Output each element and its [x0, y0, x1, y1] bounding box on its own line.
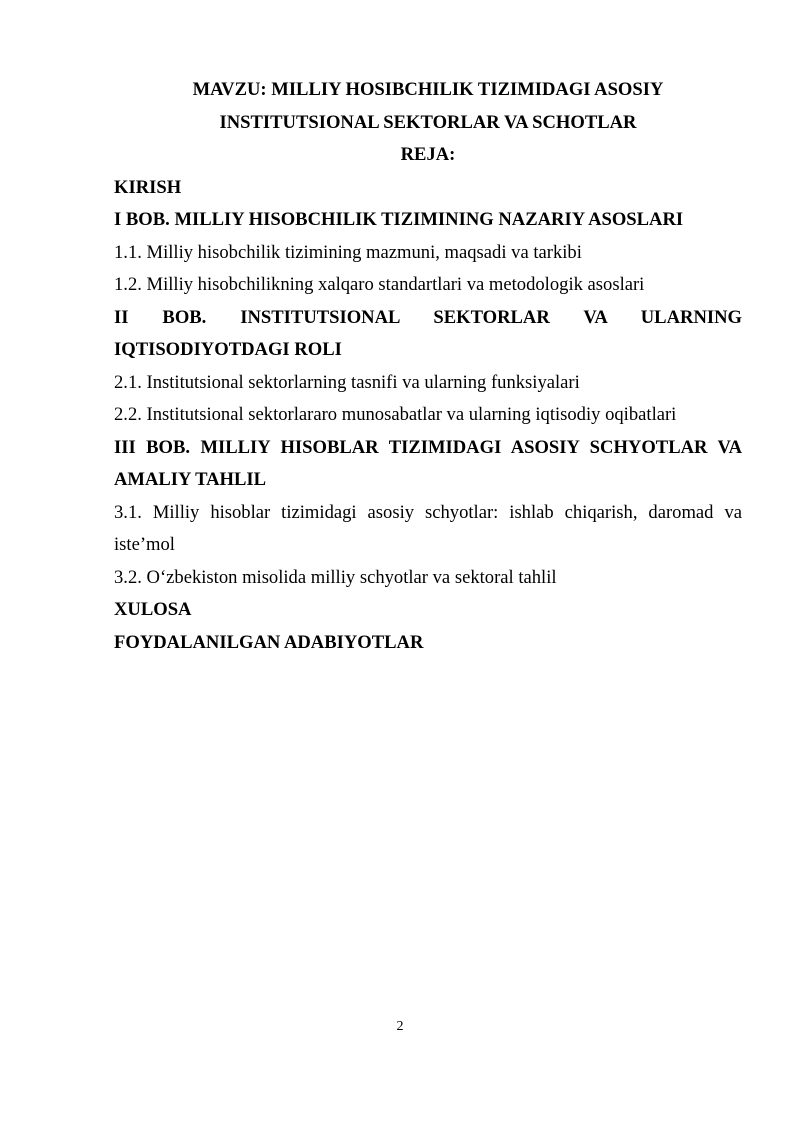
references-heading: FOYDALANILGAN ADABIYOTLAR: [114, 631, 424, 653]
chapter-3-title-line-2: AMALIY TAHLIL: [114, 469, 267, 490]
section-2-1: 2.1. Institutsional sektorlarning tasnifi va ularning funksiyalari: [114, 371, 580, 393]
section-1-1: 1.1. Milliy hisobchilik tizimining mazmuni, maqsadi va tarkibi: [114, 241, 582, 263]
section-3-1-line-1: 3.1. Milliy hisoblar tizimidagi asosiy schyotlar: ishlab chiqarish, daromad va: [114, 501, 742, 523]
page-number: 2: [396, 1019, 404, 1034]
intro-heading: KIRISH: [114, 176, 182, 198]
section-2-2: 2.2. Institutsional sektorlararo munosabatlar va ularning iqtisodiy oqibatlari: [114, 404, 677, 425]
chapter-3-title-line-1: III BOB. MILLIY HISOBLAR TIZIMIDAGI ASOSIY SCHYOTLAR VA: [114, 436, 742, 458]
conclusion-heading: XULOSA: [114, 599, 192, 620]
chapter-2-title-line-1: II BOB. INSTITUTSIONAL SEKTORLAR VA ULARNING: [114, 306, 742, 328]
section-3-1-line-2: iste’mol: [114, 534, 175, 555]
chapter-1-title: I BOB. MILLIY HISOBCHILIK TIZIMINING NAZARIY ASOSLARI: [114, 209, 684, 230]
document-title-line-1: MAVZU: MILLIY HOSIBCHILIK TIZIMIDAGI ASOSIY: [192, 79, 664, 100]
table-of-contents: [114, 74, 742, 659]
section-1-2: 1.2. Milliy hisobchilikning xalqaro standartlari va metodologik asoslari: [114, 274, 645, 295]
plan-heading: REJA:: [400, 144, 456, 165]
document-title-line-2: INSTITUTSIONAL SEKTORLAR VA SCHOTLAR: [219, 111, 637, 133]
section-3-2: 3.2. O‘zbekiston misolida milliy schyotlar va sektoral tahlil: [114, 566, 557, 588]
chapter-2-title-line-2: IQTISODIYOTDAGI ROLI: [114, 339, 342, 360]
